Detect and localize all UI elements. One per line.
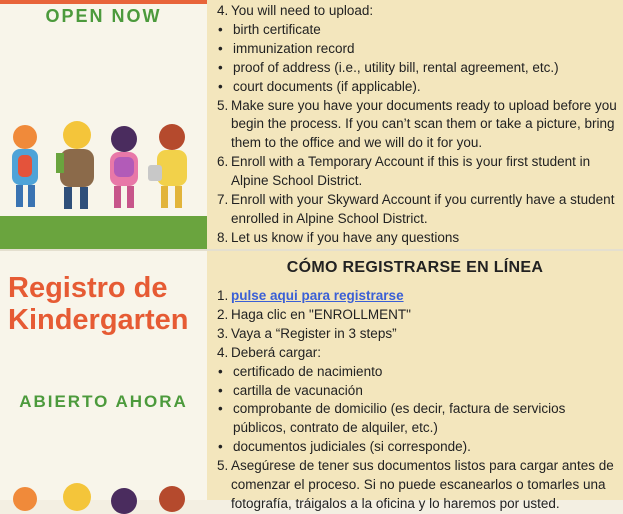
step-5-es: 5. Asegúrese de tener sus documentos listos para cargar antes de comenzar el proceso. Si no puede escanearlos o tomarles una fotografía, tráigalos a la oficina y lo haremos por usted. [217, 458, 614, 511]
english-steps-column [207, 0, 623, 250]
step-7: 7. Enroll with your Skyward Account if you currently have a student enrolled in Alpine School District. [217, 192, 615, 226]
spanish-graphic-column [0, 251, 207, 500]
step-4: 4. You will need to upload: [217, 3, 374, 18]
step-8: 8. Let us know if you have any questions [217, 229, 460, 245]
upload-item-birth-certificate: • birth certificate [217, 21, 617, 40]
upload-item-proof-of-address: • proof of address (i.e., utility bill, rental agreement, etc.) [217, 59, 617, 78]
step-1: 1. pulse aqui para registrarse [217, 288, 404, 303]
child-3-figure [110, 126, 138, 208]
upload-item-judiciales: • documentos judiciales (si corresponde). [217, 438, 617, 457]
upload-item-immunization: • immunization record [217, 40, 617, 59]
registro-kindergarten-title: Registro de Kindergarten [8, 272, 189, 336]
title-fragment-decoration [0, 0, 207, 4]
english-flyer-panel [0, 0, 623, 250]
register-link[interactable]: pulse aqui para registrarse [231, 288, 404, 303]
child-4-figure [148, 124, 187, 208]
spanish-steps-list [217, 287, 617, 514]
abierto-ahora-heading: ABIERTO AHORA [19, 392, 188, 411]
step-6: 6. Enroll with a Temporary Account if this is your first student in Alpine School District. [217, 154, 591, 189]
upload-item-vacunacion: • cartilla de vacunación [217, 382, 617, 401]
upload-item-certificado: • certificado de nacimiento [217, 363, 617, 382]
como-registrarse-heading: CÓMO REGISTRARSE EN LÍNEA [286, 259, 544, 276]
english-steps-list [217, 2, 617, 248]
step-3: 3. Vaya a “Register in 3 steps” [217, 325, 397, 341]
spanish-steps-column [207, 251, 623, 511]
open-now-heading: OPEN NOW [45, 6, 162, 26]
children-heads-illustration [0, 469, 207, 509]
upload-item-court-documents: • court documents (if applicable). [217, 78, 617, 97]
english-graphic-column [0, 0, 207, 250]
grass-strip [0, 216, 207, 250]
spanish-flyer-panel [0, 251, 623, 511]
step-5: 5. Make sure you have your documents ready to upload before you begin the process. If you can’t scan them or take a picture, bring them to the office and we will do it for you. [217, 97, 617, 151]
children-backpacks-illustration [0, 115, 207, 220]
child-1-figure [12, 125, 38, 207]
step-4-es: 4. Deberá cargar: [217, 344, 322, 360]
step-2: 2. Haga clic en "ENROLLMENT" [217, 306, 411, 322]
upload-item-domicilio: • comprobante de domicilio (es decir, factura de servicios públicos, contrato de alquiler, etc.) [217, 400, 617, 438]
child-2-figure [56, 121, 94, 209]
